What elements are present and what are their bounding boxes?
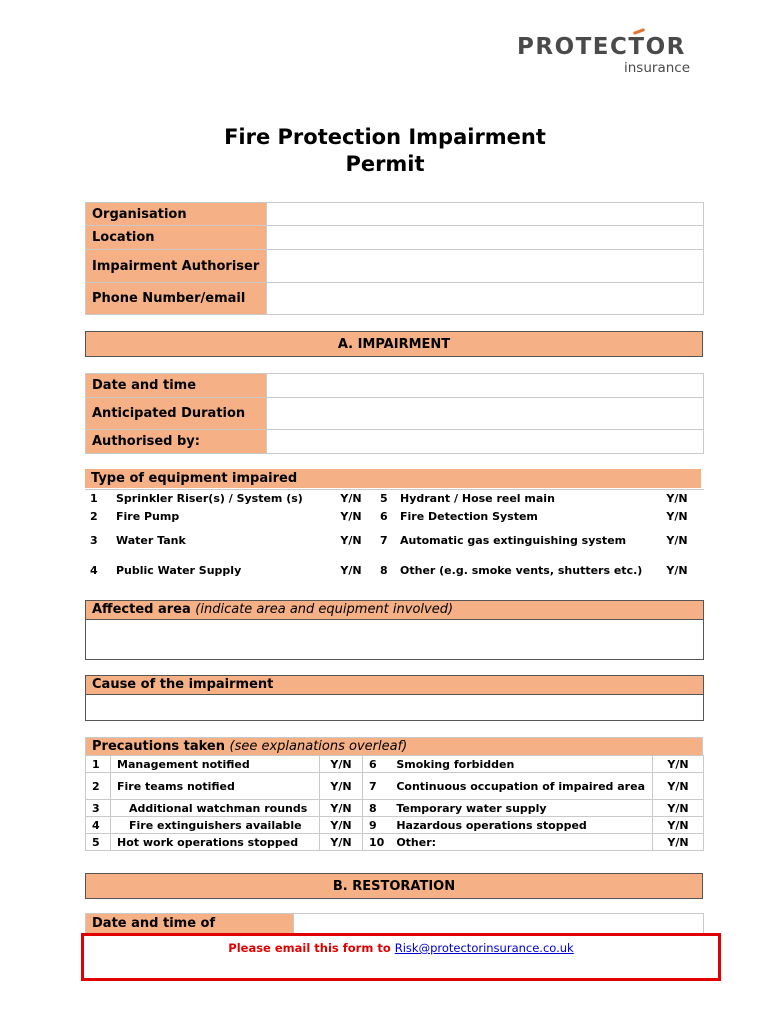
item-number: 6 [363, 756, 391, 773]
item-number: 7 [380, 534, 388, 547]
precaution-label: Hazardous operations stopped [390, 817, 652, 834]
precaution-label: Fire teams notified [111, 773, 320, 800]
yn-toggle[interactable]: Y/N [653, 834, 704, 851]
phone-field[interactable] [267, 283, 704, 315]
location-field[interactable] [267, 226, 704, 250]
precaution-label: Management notified [111, 756, 320, 773]
protector-logo-subtitle: insurance [624, 60, 691, 76]
item-number: 5 [375, 490, 395, 508]
yn-toggle[interactable]: Y/N [666, 534, 688, 547]
page-title: Fire Protection Impairment Permit [224, 125, 546, 176]
restoration-date-field[interactable] [294, 914, 704, 934]
item-number: 1 [85, 490, 111, 508]
precautions-table [85, 755, 704, 851]
section-a-title: A. IMPAIRMENT [86, 332, 703, 357]
restoration-table [85, 913, 704, 934]
item-number: 8 [380, 564, 388, 577]
affected-area-header: Affected area (indicate area and equipment involved) [86, 601, 703, 620]
yn-toggle[interactable]: Y/N [653, 817, 704, 834]
location-label: Location [86, 226, 267, 250]
item-number: 8 [363, 800, 391, 817]
equipment-label: Water Tank [116, 534, 186, 547]
precaution-label: Hot work operations stopped [111, 834, 320, 851]
yn-toggle[interactable]: Y/N [653, 773, 704, 800]
date-time-field[interactable] [267, 374, 704, 398]
item-number: 4 [90, 564, 98, 577]
section-a-header [85, 331, 703, 357]
item-number: 2 [86, 773, 111, 800]
yn-toggle[interactable]: Y/N [320, 817, 363, 834]
precaution-label: Other: [390, 834, 652, 851]
yn-toggle[interactable]: Y/N [320, 800, 363, 817]
email-notice-box [81, 933, 721, 981]
yn-toggle[interactable]: Y/N [650, 490, 704, 508]
duration-field[interactable] [267, 398, 704, 430]
item-number: 10 [363, 834, 391, 851]
equipment-label: Other (e.g. smoke vents, shutters etc.) [400, 564, 643, 577]
precaution-label: Fire extinguishers available [111, 817, 320, 834]
equipment-label: Automatic gas extinguishing system [400, 534, 627, 547]
equipment-label: Public Water Supply [116, 564, 242, 577]
authoriser-label: Impairment Authoriser [86, 250, 267, 283]
yn-toggle[interactable]: Y/N [327, 490, 375, 508]
item-number: 1 [86, 756, 111, 773]
yn-toggle[interactable]: Y/N [653, 756, 704, 773]
impairment-table [85, 373, 704, 454]
yn-toggle[interactable]: Y/N [320, 756, 363, 773]
precaution-label: Smoking forbidden [390, 756, 652, 773]
section-b-title: B. RESTORATION [86, 874, 703, 899]
phone-label: Phone Number/email [86, 283, 267, 315]
section-b-header [85, 873, 703, 899]
equipment-label: Fire Pump [116, 510, 180, 523]
precaution-label: Temporary water supply [390, 800, 652, 817]
details-table [85, 202, 704, 315]
organisation-field[interactable] [267, 203, 704, 226]
yn-toggle[interactable]: Y/N [320, 834, 363, 851]
precaution-label: Continuous occupation of impaired area [390, 773, 652, 800]
yn-toggle[interactable]: Y/N [666, 510, 688, 523]
organisation-label: Organisation [86, 203, 267, 226]
equipment-label: Sprinkler Riser(s) / System (s) [111, 490, 327, 508]
protector-logo: PROTECTOR [517, 34, 686, 60]
yn-toggle[interactable]: Y/N [340, 534, 362, 547]
authorised-by-field[interactable] [267, 430, 704, 454]
affected-area-box[interactable] [85, 600, 704, 660]
equipment-label: Fire Detection System [400, 510, 538, 523]
equipment-label: Hydrant / Hose reel main [395, 490, 650, 508]
item-number: 2 [90, 510, 98, 523]
item-number: 6 [380, 510, 388, 523]
yn-toggle[interactable]: Y/N [320, 773, 363, 800]
email-notice: Please email this form to Risk@protectorinsurance.co.uk [228, 941, 574, 955]
yn-toggle[interactable]: Y/N [653, 800, 704, 817]
item-number: 4 [86, 817, 111, 834]
cause-header: Cause of the impairment [86, 676, 703, 695]
item-number: 3 [86, 800, 111, 817]
precaution-label: Additional watchman rounds [111, 800, 320, 817]
date-time-label: Date and time [86, 374, 267, 398]
item-number: 5 [86, 834, 111, 851]
yn-toggle[interactable]: Y/N [340, 510, 362, 523]
cause-box[interactable] [85, 675, 704, 721]
authoriser-field[interactable] [267, 250, 704, 283]
item-number: 9 [363, 817, 391, 834]
duration-label: Anticipated Duration [86, 398, 267, 430]
equipment-header: Type of equipment impaired [85, 469, 701, 488]
yn-toggle[interactable]: Y/N [666, 564, 688, 577]
precautions-header: Precautions taken (see explanations overleaf) [85, 737, 703, 756]
item-number: 7 [363, 773, 391, 800]
restoration-date-label: Date and time of [86, 914, 294, 934]
email-link[interactable]: Risk@protectorinsurance.co.uk [394, 941, 574, 955]
yn-toggle[interactable]: Y/N [340, 564, 362, 577]
equipment-table [85, 489, 704, 586]
authorised-by-label: Authorised by: [86, 430, 267, 454]
item-number: 3 [90, 534, 98, 547]
